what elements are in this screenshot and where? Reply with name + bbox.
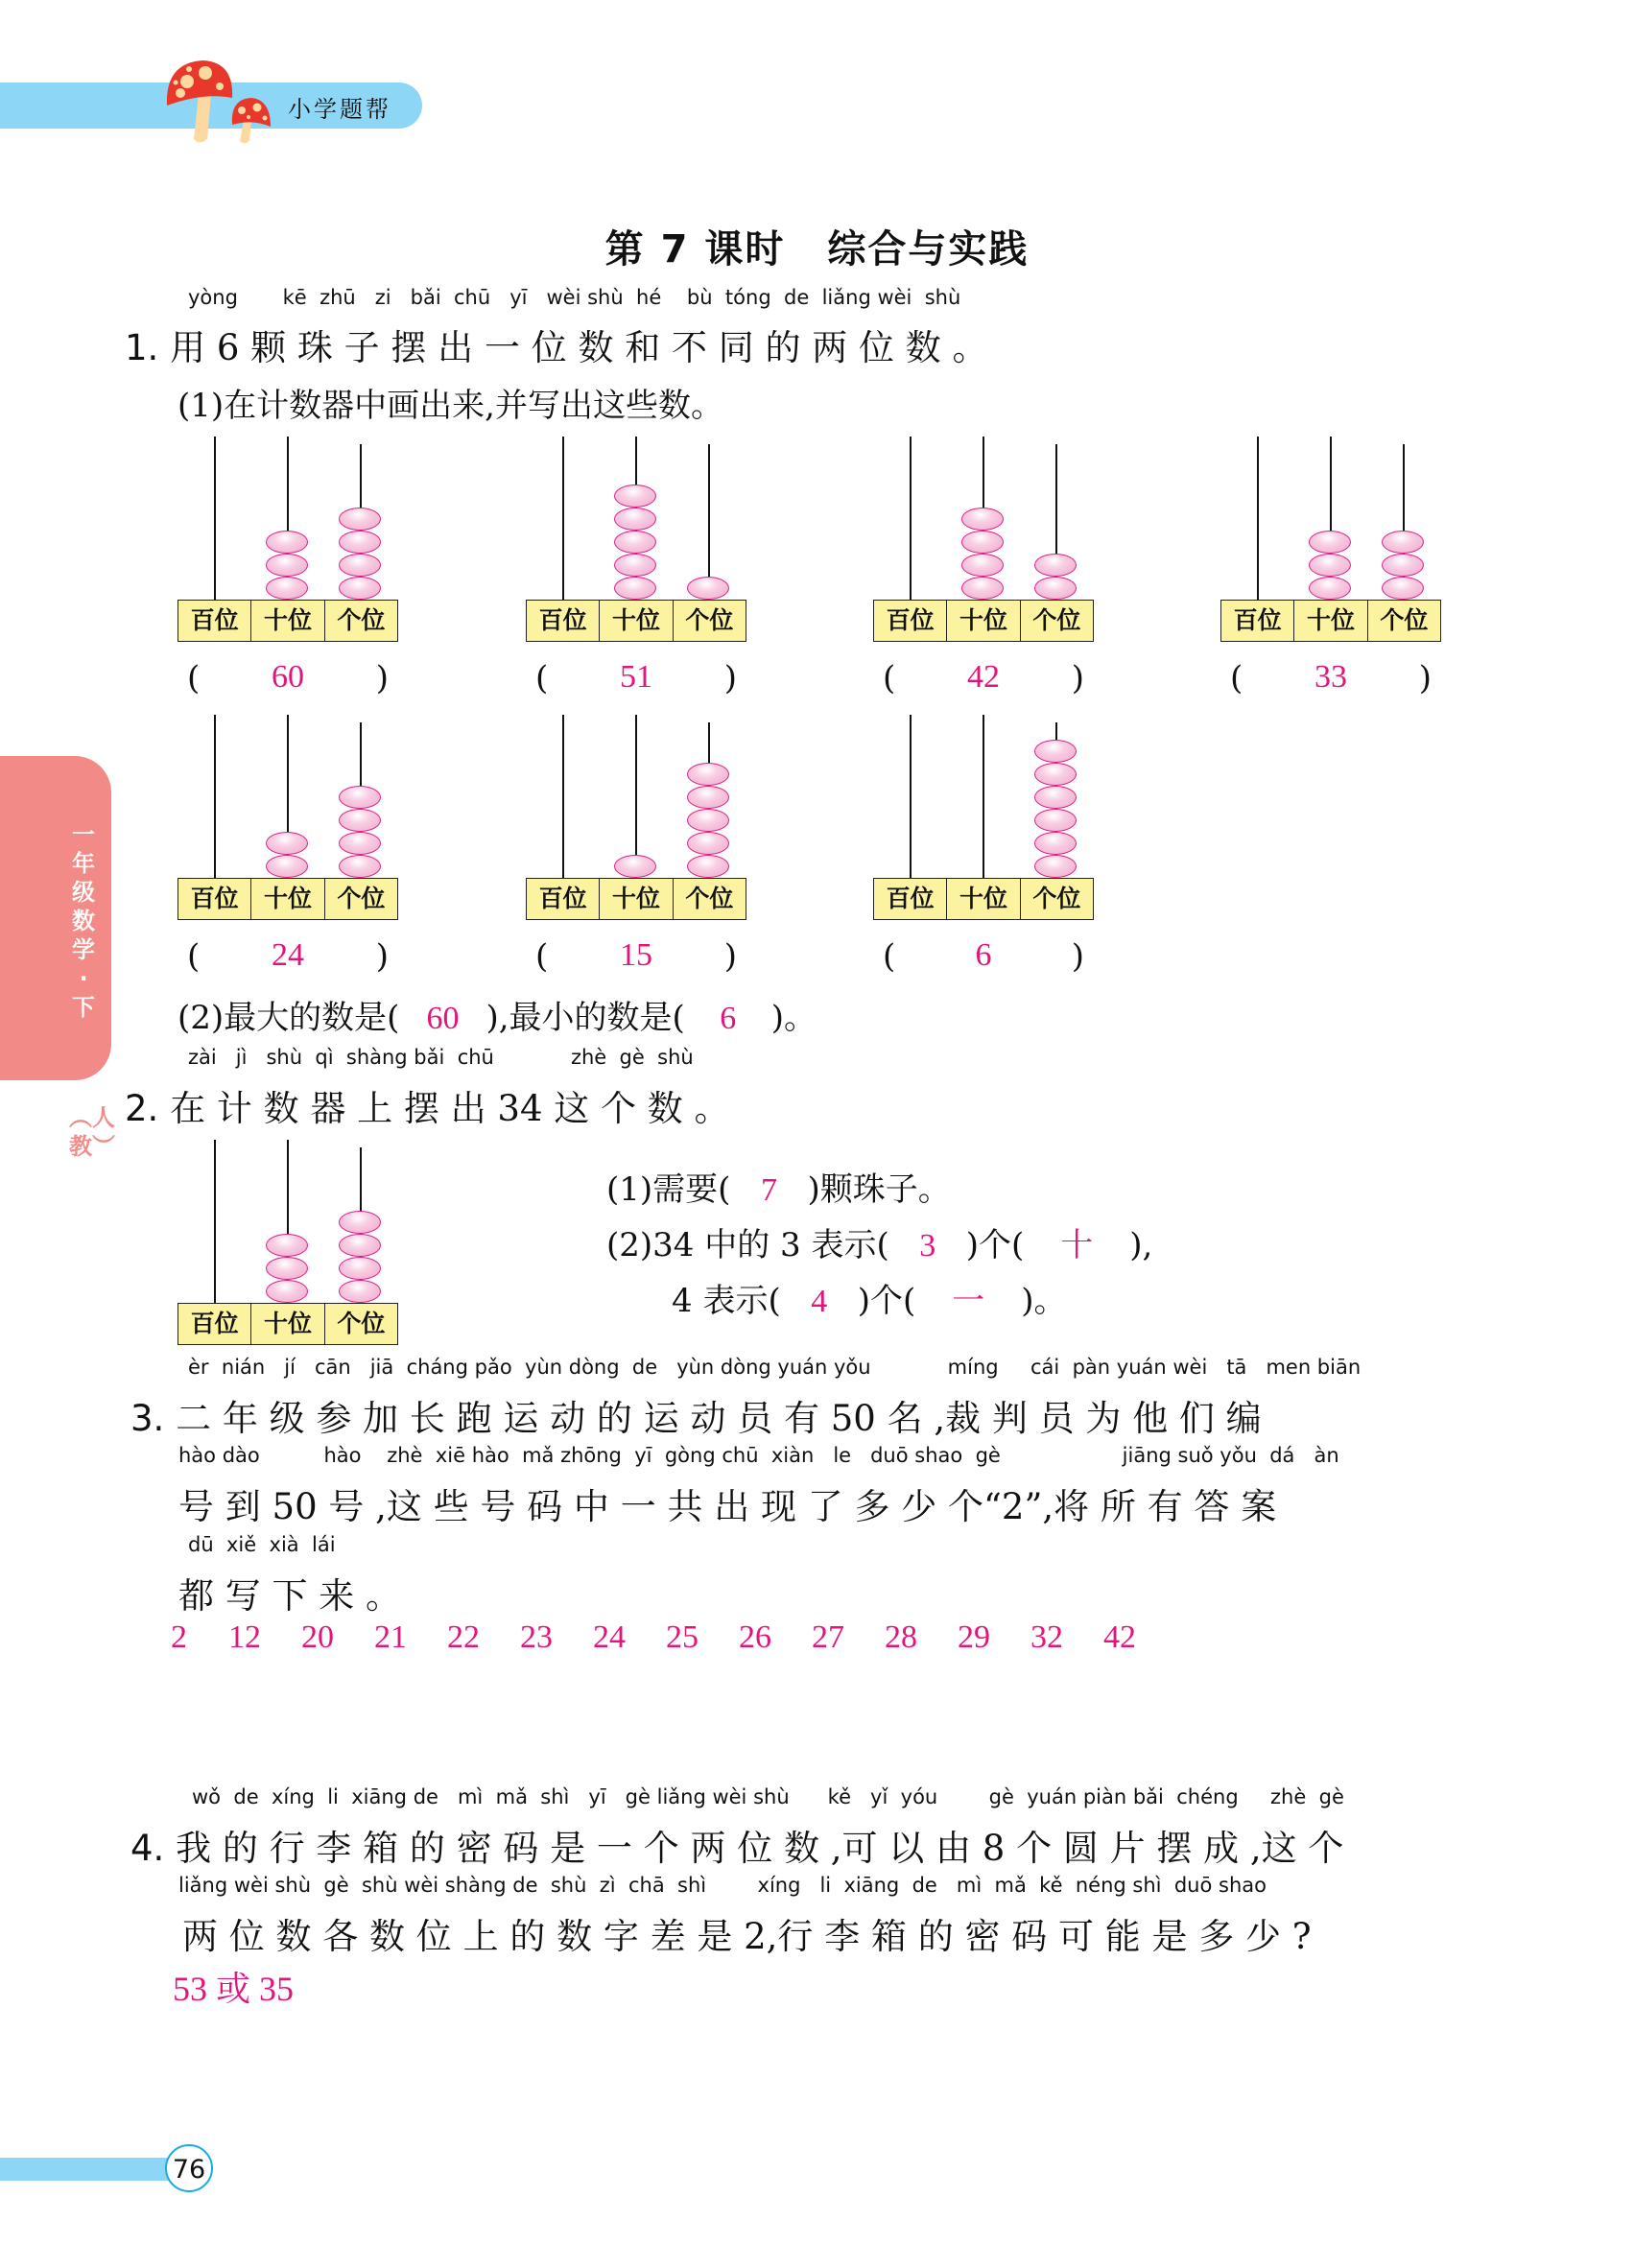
ones-bead xyxy=(1034,786,1077,809)
place-value-labels xyxy=(178,600,398,642)
q2-text: 在 计 数 器 上 摆 出 34 这 个 数 。 xyxy=(170,1088,730,1129)
answer-tens-count: 3 xyxy=(919,1228,936,1264)
tens-label: 十位 xyxy=(251,601,324,641)
answer-value: 60 xyxy=(272,659,304,695)
hundreds-label: 百位 xyxy=(527,601,600,641)
abacus-rods xyxy=(1220,437,1441,600)
q3-line-2: 号 到 50 号 ,这 些 号 码 中 一 共 出 现 了 多 少 个“2”,将 所 有 答 案 xyxy=(178,1486,1277,1527)
q2-sub1-prefix: (1)需要( xyxy=(606,1170,731,1209)
answer-value: 51 xyxy=(620,659,652,695)
q4-line-2: 两 位 数 各 数 位 上 的 数 字 差 是 2,行 李 箱 的 密 码 可 能 是 多 少 ? xyxy=(182,1916,1312,1957)
q2-sub3-suffix: )。 xyxy=(1021,1282,1067,1320)
ones-bead xyxy=(339,855,381,878)
ones-bead xyxy=(1034,740,1077,763)
q4-line-1 xyxy=(130,1819,1343,1871)
ones-bead xyxy=(687,809,729,832)
q3-answer-item: 21 xyxy=(374,1619,407,1655)
abacus-rods xyxy=(873,715,1094,878)
lesson-topic: 综合与实践 xyxy=(827,227,1030,272)
tens-bead xyxy=(961,577,1004,600)
ones-bead xyxy=(1034,855,1077,878)
q3-pinyin-2: hào dào hào zhè xiē hào mǎ zhōng yī gòng chū xiàn le duō shao gè jiāng suǒ yǒu dá àn xyxy=(178,1444,1339,1467)
page-number: 76 xyxy=(165,2144,213,2192)
q3-line-1-text: 二 年 级 参 加 长 跑 运 动 的 运 动 员 有 50 名 ,裁 判 员 为 他 们 编 xyxy=(176,1398,1262,1439)
ones-bead xyxy=(339,1280,381,1303)
abacus-rods xyxy=(873,437,1094,600)
lesson-number: 第 7 课时 xyxy=(604,227,786,272)
abacus-answer xyxy=(178,937,398,976)
abacus-answer xyxy=(1220,659,1441,697)
q1-part2-prefix: (2)最大的数是( xyxy=(178,999,400,1037)
open-paren: ( xyxy=(535,937,549,976)
q3-answer-item: 22 xyxy=(447,1619,480,1655)
answer-value: 15 xyxy=(620,937,652,973)
page-title xyxy=(0,219,1634,273)
q1-number: 1. xyxy=(125,327,159,368)
tens-bead xyxy=(266,577,308,600)
abacus-rods xyxy=(178,715,398,878)
abacus-rods xyxy=(526,715,746,878)
q3-pinyin-3: dū xiě xià lái xyxy=(188,1533,336,1556)
place-value-labels xyxy=(526,878,746,920)
abacus-5 xyxy=(178,715,398,976)
answer-value: 33 xyxy=(1314,659,1347,695)
tens-bead xyxy=(266,1234,308,1257)
q3-answer-item: 28 xyxy=(885,1619,917,1655)
q3-answer-item: 42 xyxy=(1103,1619,1136,1655)
tens-bead xyxy=(1309,577,1351,600)
hundreds-rod xyxy=(1257,437,1259,600)
hundreds-rod xyxy=(214,1140,216,1303)
tens-bead xyxy=(614,554,656,577)
abacus-3 xyxy=(873,437,1094,697)
q3-answer-item: 20 xyxy=(301,1619,334,1655)
abacus-answer xyxy=(526,659,746,697)
q1-question xyxy=(125,319,988,370)
ones-bead xyxy=(339,531,381,554)
ones-label: 个位 xyxy=(685,885,734,912)
q1-text: 用 6 颗 珠 子 摆 出 一 位 数 和 不 同 的 两 位 数 。 xyxy=(170,327,988,368)
abacus-answer xyxy=(526,937,746,976)
q3-pinyin-1: èr nián jí cān jiā cháng pǎo yùn dòng de yùn dòng yuán yǒu míng cái pàn yuán wèi tā men biān xyxy=(188,1356,1362,1379)
tens-bead xyxy=(266,554,308,577)
abacus-rods xyxy=(526,437,746,600)
place-value-labels xyxy=(1220,600,1441,642)
ones-bead xyxy=(1034,809,1077,832)
ones-bead xyxy=(339,577,381,600)
ones-bead xyxy=(339,508,381,531)
hundreds-label: 百位 xyxy=(874,601,947,641)
tens-bead xyxy=(266,531,308,554)
abacus-2 xyxy=(526,437,746,697)
ones-bead xyxy=(687,855,729,878)
close-paren: ) xyxy=(723,659,737,697)
ones-label: 个位 xyxy=(1380,606,1429,634)
ones-bead xyxy=(687,763,729,786)
tens-bead xyxy=(266,1280,308,1303)
ones-bead xyxy=(1034,554,1077,577)
hundreds-label: 百位 xyxy=(178,601,251,641)
ones-bead xyxy=(687,832,729,855)
ones-bead xyxy=(339,1234,381,1257)
ones-label: 个位 xyxy=(337,606,386,634)
abacus-4 xyxy=(1220,437,1441,697)
open-paren: ( xyxy=(187,659,201,697)
q1-part1: (1)在计数器中画出来,并写出这些数。 xyxy=(178,387,723,425)
q2-question xyxy=(125,1079,730,1131)
ones-bead xyxy=(1034,832,1077,855)
ones-bead xyxy=(339,786,381,809)
q2-pinyin: zài jì shù qì shàng bǎi chū zhè gè shù xyxy=(188,1046,694,1069)
hundreds-label: 百位 xyxy=(1221,601,1294,641)
tens-rod xyxy=(983,715,984,878)
tens-bead xyxy=(266,855,308,878)
hundreds-rod xyxy=(214,715,216,878)
tens-bead xyxy=(266,1257,308,1280)
tens-bead xyxy=(1309,554,1351,577)
q3-line-3: 都 写 下 来 。 xyxy=(178,1575,402,1617)
ones-bead xyxy=(1382,577,1424,600)
tens-label: 十位 xyxy=(600,601,673,641)
q2-sub2 xyxy=(606,1218,1152,1265)
open-paren: ( xyxy=(883,937,896,976)
q4-line-1-text: 我 的 行 李 箱 的 密 码 是 一 个 两 位 数 ,可 以 由 8 个 圆 片 摆 成 ,这 个 xyxy=(176,1828,1344,1869)
ones-bead xyxy=(339,832,381,855)
close-paren: ) xyxy=(375,659,389,697)
answer-max: 60 xyxy=(426,1001,460,1036)
brand-label: 小学题帮 xyxy=(288,96,391,123)
side-tab-label: 一年级数学·下 xyxy=(72,821,95,1021)
ones-bead xyxy=(1382,554,1424,577)
hundreds-label: 百位 xyxy=(874,879,947,919)
open-paren: ( xyxy=(883,659,896,697)
q4-pinyin-2: liǎng wèi shù gè shù wèi shàng de shù zì chā shì xíng li xiāng de mì mǎ kě néng shì duō shao xyxy=(178,1874,1267,1897)
q3-answer-item: 2 xyxy=(171,1619,187,1655)
ones-bead xyxy=(339,1257,381,1280)
abacus-7 xyxy=(873,715,1094,976)
q2-sub2-prefix: (2)34 中的 3 表示( xyxy=(606,1226,889,1264)
close-paren: ) xyxy=(723,937,737,976)
abacus-6 xyxy=(526,715,746,976)
open-paren: ( xyxy=(535,659,549,697)
q3-line-1 xyxy=(130,1389,1262,1441)
ones-bead xyxy=(1034,763,1077,786)
hundreds-rod xyxy=(910,715,912,878)
answer-value: 42 xyxy=(967,659,1000,695)
ones-bead xyxy=(1382,531,1424,554)
q1-part2 xyxy=(178,991,817,1038)
open-paren: ( xyxy=(1230,659,1243,697)
hundreds-rod xyxy=(562,437,564,600)
q4-answer: 53 或 35 xyxy=(173,1970,295,2008)
ones-bead xyxy=(687,577,729,600)
q1-pinyin: yòng kē zhū zi bǎi chū yī wèi shù hé bù tóng de liǎng wèi shù xyxy=(188,286,961,309)
abacus-1 xyxy=(178,437,398,697)
ones-bead xyxy=(1034,577,1077,600)
tens-bead xyxy=(1309,531,1351,554)
tens-label: 十位 xyxy=(1294,601,1367,641)
ones-label: 个位 xyxy=(1032,885,1081,912)
q4-number: 4. xyxy=(130,1828,165,1869)
abacus-answer xyxy=(873,659,1094,697)
open-paren: ( xyxy=(187,937,201,976)
hundreds-label: 百位 xyxy=(527,879,600,919)
q2-sub3-mid: )个( xyxy=(857,1282,916,1320)
abacus-rods xyxy=(178,437,398,600)
tens-bead xyxy=(614,508,656,531)
place-value-labels xyxy=(873,600,1094,642)
place-value-labels xyxy=(178,1303,398,1345)
ones-label: 个位 xyxy=(1032,606,1081,634)
ones-bead xyxy=(339,554,381,577)
mushroom-icon xyxy=(165,58,275,146)
tens-bead xyxy=(961,531,1004,554)
answer-value: 6 xyxy=(975,937,992,973)
edition-label: ︵人教︶ xyxy=(69,1104,115,1160)
hundreds-rod xyxy=(214,437,216,600)
q4-pinyin-1: wǒ de xíng li xiāng de mì mǎ shì yī gè liǎng wèi shù kě yǐ yóu gè yuán piàn bǎi chéng zhè gè xyxy=(192,1785,1344,1808)
close-paren: ) xyxy=(1418,659,1432,697)
q3-answer-item: 12 xyxy=(228,1619,261,1655)
close-paren: ) xyxy=(375,937,389,976)
q1-part2-suffix: )。 xyxy=(770,999,817,1037)
q2-sub1-suffix: )颗珠子。 xyxy=(807,1170,951,1209)
tens-bead xyxy=(961,554,1004,577)
place-value-labels xyxy=(526,600,746,642)
footer-bar xyxy=(0,2158,192,2181)
hundreds-label: 百位 xyxy=(178,1304,251,1344)
q3-answer-item: 29 xyxy=(958,1619,990,1655)
answer-ones-count: 4 xyxy=(811,1284,828,1319)
close-paren: ) xyxy=(1071,659,1084,697)
abacus-answer xyxy=(178,659,398,697)
hundreds-rod xyxy=(562,715,564,878)
answer-bead-count: 7 xyxy=(760,1172,777,1208)
q3-answer-item: 27 xyxy=(812,1619,844,1655)
q2-abacus xyxy=(178,1140,398,1345)
tens-label: 十位 xyxy=(947,601,1020,641)
abacus-answer xyxy=(873,937,1094,976)
answer-ones-unit: 一 xyxy=(952,1284,985,1319)
tens-label: 十位 xyxy=(947,879,1020,919)
close-paren: ) xyxy=(1071,937,1084,976)
q2-sub3 xyxy=(672,1274,1067,1321)
place-value-labels xyxy=(178,878,398,920)
ones-label: 个位 xyxy=(685,606,734,634)
ones-label: 个位 xyxy=(337,1310,386,1337)
tens-label: 十位 xyxy=(251,1304,324,1344)
ones-bead xyxy=(339,1211,381,1234)
tens-bead xyxy=(614,484,656,508)
q2-sub2-mid: )个( xyxy=(965,1226,1025,1264)
ones-label: 个位 xyxy=(337,885,386,912)
tens-bead xyxy=(266,832,308,855)
q3-answer-item: 24 xyxy=(593,1619,626,1655)
q1-part2-mid: ),最小的数是( xyxy=(485,999,685,1037)
q2-number: 2. xyxy=(125,1088,159,1129)
tens-rod xyxy=(635,715,637,878)
q3-answer-item: 23 xyxy=(520,1619,553,1655)
tens-label: 十位 xyxy=(600,879,673,919)
tens-bead xyxy=(961,508,1004,531)
answer-tens-unit: 十 xyxy=(1060,1228,1094,1264)
tens-bead xyxy=(614,577,656,600)
hundreds-label: 百位 xyxy=(178,879,251,919)
q2-sub2-suffix: ), xyxy=(1129,1226,1153,1264)
hundreds-rod xyxy=(910,437,912,600)
ones-bead xyxy=(687,786,729,809)
tens-bead xyxy=(614,855,656,878)
q3-answer-item: 32 xyxy=(1030,1619,1063,1655)
q2-sub1 xyxy=(606,1163,951,1210)
q3-answer-item: 25 xyxy=(666,1619,699,1655)
abacus-rods xyxy=(178,1140,398,1303)
tens-label: 十位 xyxy=(251,879,324,919)
tens-bead xyxy=(614,531,656,554)
q3-answer-item: 26 xyxy=(739,1619,771,1655)
ones-bead xyxy=(339,809,381,832)
place-value-labels xyxy=(873,878,1094,920)
q2-sub3-prefix: 4 表示( xyxy=(672,1282,781,1320)
answer-min: 6 xyxy=(720,1001,737,1036)
answer-value: 24 xyxy=(272,937,304,973)
q3-answers xyxy=(171,1619,1176,1656)
q3-number: 3. xyxy=(130,1398,165,1439)
